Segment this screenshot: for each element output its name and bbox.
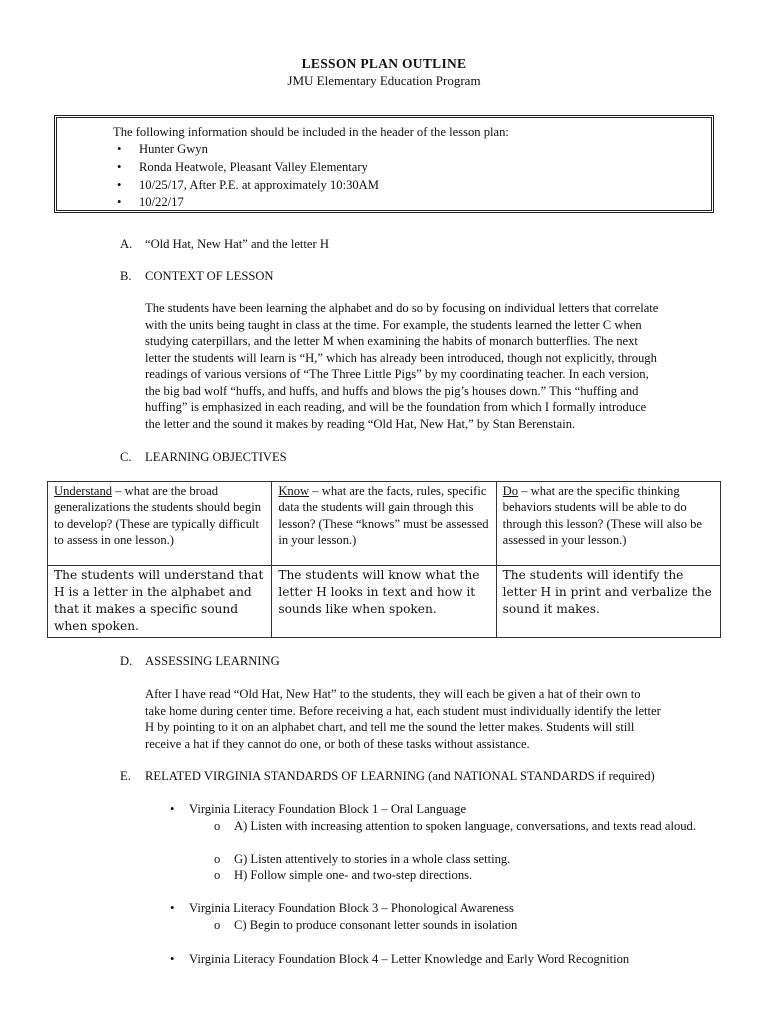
section-c-label: C. <box>120 450 132 464</box>
list-item <box>113 141 379 159</box>
section-c-heading: LEARNING OBJECTIVES <box>145 450 287 464</box>
bullet-icon: • <box>170 952 175 966</box>
do-prompt-cell <box>496 482 720 566</box>
sub-item-text: G) Listen attentively to stories in a whole class setting. <box>234 852 511 866</box>
section-b-label: B. <box>120 269 132 283</box>
know-prompt: – what are the facts, rules, specific data the students will gain through this lesson? (These “knows” must be assessed in your lesson.) <box>278 484 489 548</box>
circle-bullet-icon: o <box>214 819 221 833</box>
circle-bullet-icon: o <box>214 868 221 882</box>
paragraph-line: take home during center time. Before receiving a hat, each student must individually identify the letter <box>145 703 661 718</box>
header-info-intro: The following information should be included in the header of the lesson plan: <box>113 125 509 139</box>
do-key: Do <box>502 484 519 498</box>
understand-prompt-cell <box>48 482 272 566</box>
paragraph-line: readings of various versions of “The Three Little Pigs” by my coordinating teacher. In each version, <box>145 367 649 381</box>
paragraph-line: huffing” is emphasized in each reading, and will be the foundation from which I formally introduce <box>145 400 647 414</box>
circle-bullet-icon: o <box>214 918 221 932</box>
teacher-name: Hunter Gwyn <box>139 142 208 156</box>
understand-answer: The students will understand that H is a letter in the alphabet and that it makes a specific sound when spoken. <box>48 566 272 638</box>
section-b-heading: CONTEXT OF LESSON <box>145 269 274 283</box>
list-item <box>113 177 379 195</box>
section-d-label: D. <box>120 654 133 668</box>
know-key: Know <box>278 484 310 498</box>
school-name: Ronda Heatwole, Pleasant Valley Elementary <box>139 159 368 174</box>
know-answer: The students will know what the letter H looks in text and how it sounds like when spoken. <box>272 566 496 638</box>
page-title: LESSON PLAN OUTLINE <box>301 56 467 71</box>
section-e-label: E. <box>120 769 131 783</box>
do-answer: The students will identify the letter H in print and verbalize the sound it makes. <box>496 566 720 638</box>
paragraph-line: with the units being taught in class at the time. For example, the students learned the letter C when <box>145 317 642 332</box>
do-prompt: – what are the specific thinking behaviors students will be able to do through this lesson? (These will also be assessed in your lesson.) <box>502 484 703 548</box>
know-prompt-cell <box>272 482 496 566</box>
paragraph-line: letter the students will learn is “H,” which has already been introduced, though not explicitly, through <box>145 350 657 365</box>
page-subtitle: JMU Elementary Education Program <box>287 73 481 88</box>
list-item <box>113 194 379 212</box>
paragraph-line: studying caterpillars, and the letter M when examining the habits of monarch butterflies. The next <box>145 334 638 348</box>
paragraph-line: the letter and the sound it makes by reading “Old Hat, New Hat,” by Stan Berenstain. <box>145 416 576 431</box>
context-paragraph <box>145 300 715 432</box>
bullet-icon: • <box>117 177 122 192</box>
table-row <box>48 482 721 566</box>
paragraph-line: After I have read “Old Hat, New Hat” to the students, they will each be given a hat of their own to <box>145 687 641 701</box>
bullet-icon: • <box>170 901 175 915</box>
sub-item-text: H) Follow simple one- and two-step directions. <box>234 868 473 882</box>
section-e-heading: RELATED VIRGINIA STANDARDS OF LEARNING (and NATIONAL STANDARDS if required) <box>145 769 655 783</box>
circle-bullet-icon: o <box>214 852 221 866</box>
assessment-paragraph <box>145 686 715 752</box>
standard-title: Virginia Literacy Foundation Block 1 – Oral Language <box>189 802 467 816</box>
paragraph-line: H by pointing to it on an alphabet chart, and tell me the sound the letter makes. Students will still <box>145 720 635 734</box>
section-a-label: A. <box>120 237 133 251</box>
lesson-date-time: 10/25/17, After P.E. at approximately 10:30AM <box>139 177 379 192</box>
bullet-icon: • <box>117 159 122 174</box>
paragraph-line: receive a hat if they cannot do one, or both of these tasks without assistance. <box>145 736 530 751</box>
section-a-title: “Old Hat, New Hat” and the letter H <box>145 237 329 251</box>
standard-title: Virginia Literacy Foundation Block 3 – Phonological Awareness <box>189 901 514 915</box>
understand-key: Understand <box>54 484 113 498</box>
header-info-list <box>113 141 379 212</box>
sub-item-text: A) Listen with increasing attention to spoken language, conversations, and texts read aloud. <box>234 819 696 833</box>
bullet-icon: • <box>117 142 122 156</box>
paragraph-line: The students have been learning the alphabet and do so by focusing on individual letters that correlate <box>145 301 659 315</box>
standard-title: Virginia Literacy Foundation Block 4 – Letter Knowledge and Early Word Recognition <box>189 952 630 966</box>
header-info-box <box>54 115 714 213</box>
section-d-heading: ASSESSING LEARNING <box>145 654 280 668</box>
bullet-icon: • <box>117 195 122 210</box>
bullet-icon: • <box>170 802 175 816</box>
objectives-table <box>47 481 721 638</box>
submission-date: 10/22/17 <box>139 195 184 210</box>
list-item <box>113 159 379 177</box>
understand-prompt: – what are the broad generalizations the students should begin to develop? (These are typically difficult to assess in one lesson.) <box>54 484 262 548</box>
table-row <box>48 566 721 638</box>
sub-item-text: C) Begin to produce consonant letter sounds in isolation <box>234 918 518 932</box>
paragraph-line: the big bad wolf “huffs, and huffs, and huffs and blows the pig’s houses down.” This “huffing and <box>145 383 639 398</box>
